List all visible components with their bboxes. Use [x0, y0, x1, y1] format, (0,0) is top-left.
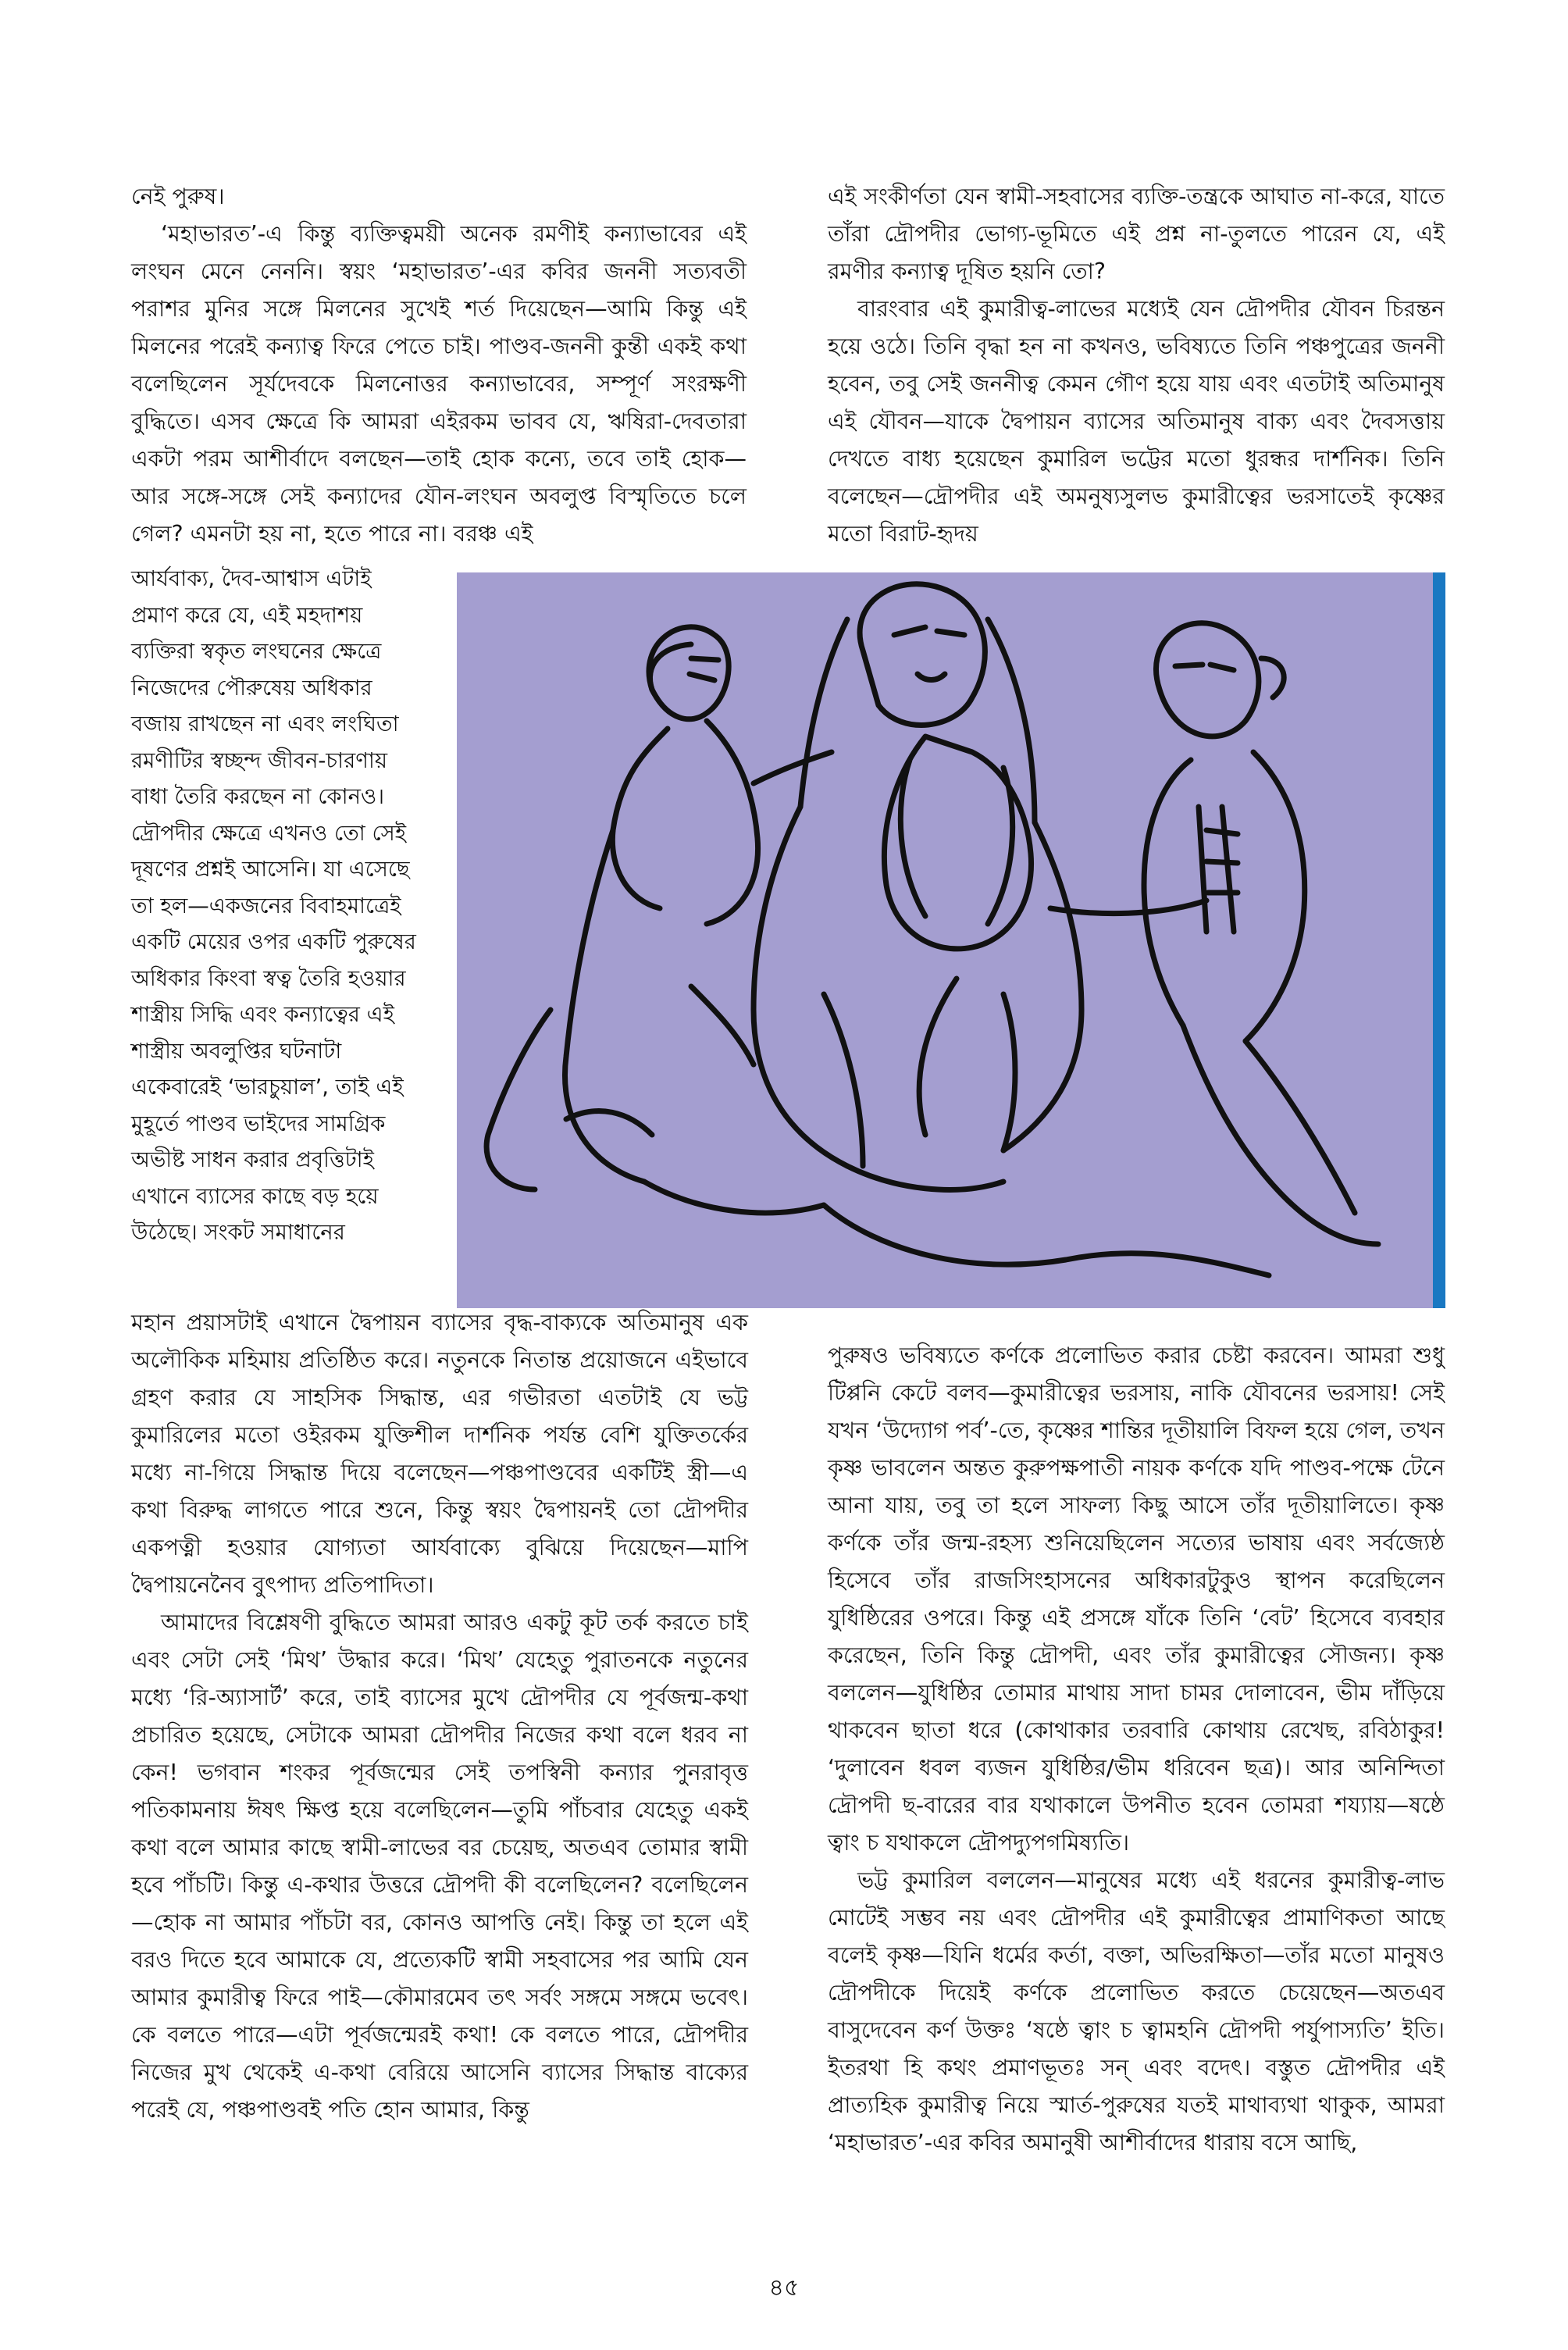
center-figure-head	[860, 584, 985, 726]
paragraph: আমাদের বিশ্লেষণী বুদ্ধিতে আমরা আরও একটু কূট তর্ক করতে চাই এবং সেটা সেই ‘মিথ’ উদ্ধার করে। ‘মিথ’ যেহেতু পুরাতনকে নতুনের মধ্যে ‘রি-অ্যাসার্ট’ করে, তাই ব্যাসের মুখে দ্রৌপদীর যে পূর্বজন্ম-কথা প্রচারিত হয়েছে, সেটাকে আমরা দ্রৌপদীর নিজের কথা বলে ধরব না কেন! ভগবান শংকর পূর্বজন্মের সেই তপস্বিনী কন্যার পুনরাবৃত্ত পতিকামনায় ঈষৎ ক্ষিপ্ত হয়ে বলেছিলেন—তুমি পাঁচবার যেহেতু একই কথা বলে আমার কাছে স্বামী-লাভের বর চেয়েছ, অতএব তোমার স্বামী হবে পাঁচটি। কিন্তু এ-কথার উত্তরে দ্রৌপদী কী বলেছিলেন? বলেছিলেন—হোক না আমার পাঁচটা বর, কোনও আপত্তি নেই। কিন্তু তা হলে এই বরও দিতে হবে আমাকে যে, প্রত্যেকটি স্বামী সহবাসের পর আমি যেন আমার কুমারীত্ব ফিরে পাই—কৌমারমেব তৎ সর্বং সঙ্গমে সঙ্গমে ভবেৎ। কে বলতে পারে—এটা পূর্বজন্মেরই কথা! কে বলতে পারে, দ্রৌপদীর নিজের মুখ থেকেই এ-কথা বেরিয়ে আসেনি ব্যাসের সিদ্ধান্ত বাক্যের পরেই যে, পঞ্চপাণ্ডবই পতি হোন আমার, কিন্তু	[131, 1610, 748, 2123]
left-column-top	[131, 178, 747, 553]
paragraph: বারংবার এই কুমারীত্ব-লাভের মধ্যেই যেন দ্রৌপদীর যৌবন চিরন্তন হয়ে ওঠে। তিনি বৃদ্ধা হন না কখনও, ভবিষ্যতে তিনি পঞ্চপুত্রের জননী হবেন, তবু সেই জননীত্ব কেমন গৌণ হয়ে যায় এবং এতটাই অতিমানুষ এই যৌবন—যাকে দ্বৈপায়ন ব্যাসের অতিমানুষ বাক্য এবং দৈবসত্তায় দেখতে বাধ্য হয়েছেন কুমারিল ভট্টের মতো ধুরন্ধর দার্শনিক। তিনি বলেছেন—দ্রৌপদীর এই অমনুষ্যসুলভ কুমারীত্বের ভরসাতেই কৃষ্ণের মতো বিরাট-হৃদয়	[828, 296, 1445, 547]
right-column-bottom	[828, 1337, 1445, 2162]
paragraph: মহান প্রয়াসটাই এখানে দ্বৈপায়ন ব্যাসের বৃদ্ধ-বাক্যকে অতিমানুষ এক অলৌকিক মহিমায় প্রতিষ্ঠিত করে। নতুনকে নিতান্ত প্রয়োজনে এইভাবে গ্রহণ করার যে সাহসিক সিদ্ধান্ত, এর গভীরতা এতটাই যে ভট্ট কুমারিলের মতো ওইরকম যুক্তিশীল দার্শনিক পর্যন্ত বেশি যুক্তিতর্কের মধ্যে না-গিয়ে সিদ্ধান্ত দিয়ে বলেছেন—পঞ্চপাণ্ডবের একটিই স্ত্রী—এ কথা বিরুদ্ধ লাগতে পারে শুনে, কিন্তু স্বয়ং দ্বৈপায়নই তো দ্রৌপদীর একপত্নী হওয়ার যোগ্যতা আর্যবাক্যে বুঝিয়ে দিয়েছেন—মাপি দ্বৈপায়নেনৈব বুৎপাদ্য প্রতিপাদিতা।	[131, 1310, 748, 1598]
paragraph: আর্যবাক্য, দৈব-আশ্বাস এটাই প্রমাণ করে যে, এই মহদাশয় ব্যক্তিরা স্বকৃত লংঘনের ক্ষেত্রে নিজেদের পৌরুষেয় অধিকার বজায় রাখছেন না এবং লংঘিতা রমণীটির স্বচ্ছন্দ জীবন-চারণায় বাধা তৈরি করছেন না কোনও। দ্রৌপদীর ক্ষেত্রে এখনও তো সেই দূষণের প্রশ্নই আসেনি। যা এসেছে তা হল—একজনের বিবাহমাত্রেই একটি মেয়ের ওপর একটি পুরুষের অধিকার কিংবা স্বত্ব তৈরি হওয়ার শাস্ত্রীয় সিদ্ধি এবং কন্যাত্বের এই শাস্ত্রীয় অবলুপ্তির ঘটনাটা একেবারেই ‘ভারচুয়াল’, তাই এই মুহূর্তে পাণ্ডব ভাইদের সামগ্রিক অভীষ্ট সাধন করার প্রবৃত্তিটাই এখানে ব্যাসের কাছে বড় হয়ে উঠেছে। সংকট সমাধানের	[131, 566, 416, 1245]
paragraph: নেই পুরুষ।	[131, 184, 225, 209]
page-number: ৪৫	[768, 2274, 800, 2302]
paragraph: ‘মহাভারত’-এ কিন্তু ব্যক্তিত্বময়ী অনেক রমণীই কন্যাভাবের এই লংঘন মেনে নেননি। স্বয়ং ‘মহাভারত’-এর কবির জননী সত্যবতী পরাশর মুনির সঙ্গে মিলনের সুখেই শর্ত দিয়েছেন—আমি কিন্তু এই মিলনের পরেই কন্যাত্ব ফিরে পেতে চাই। পাণ্ডব-জননী কুন্তী একই কথা বলেছিলেন সূর্যদেবকে মিলনোত্তর কন্যাভাবের, সম্পূর্ণ সংরক্ষণী বুদ্ধিতে। এসব ক্ষেত্রে কি আমরা এইরকম ভাবব যে, ঋষিরা-দেবতারা একটা পরম আশীর্বাদে বলছেন—তাই হোক কন্যে, তবে তাই হোক—আর সঙ্গে-সঙ্গে সেই কন্যাদের যৌন-লংঘন অবলুপ্ত বিস্মৃতিতে চলে গেল? এমনটা হয় না, হতে পারে না। বরঞ্চ এই	[131, 221, 747, 547]
left-column-narrow	[131, 561, 420, 1251]
right-figure-head	[1156, 623, 1258, 736]
paragraph: ভট্ট কুমারিল বললেন—মানুষের মধ্যে এই ধরনের কুমারীত্ব-লাভ মোটেই সম্ভব নয় এবং দ্রৌপদীর এই কুমারীত্বের প্রামাণিকতা আছে বলেই কৃষ্ণ—যিনি ধর্মের কর্তা, বক্তা, অভিরক্ষিতা—তাঁর মতো মানুষও দ্রৌপদীকে দিয়েই কর্ণকে প্রলোভিত করতে চেয়েছেন—অতএব বাসুদেবেন কর্ণ উক্তঃ ‘ষষ্ঠে ত্বাং চ ত্বামহনি দ্রৌপদী পর্যুপাস্যতি’ ইতি। ইতরথা হি কথং প্রমাণভূতঃ সন্ এবং বদেৎ। বস্তুত দ্রৌপদীর এই প্রাত্যহিক কুমারীত্ব নিয়ে স্মার্ত-পুরুষের যতই মাথাব্যথা থাকুক, আমরা ‘মহাভারত’-এর কবির অমানুষী আশীর্বাদের ধারায় বসে আছি,	[828, 1867, 1445, 2156]
right-column-top	[828, 178, 1445, 553]
paragraph: পুরুষও ভবিষ্যতে কর্ণকে প্রলোভিত করার চেষ্টা করবেন। আমরা শুধু টিপ্পনি কেটে বলব—কুমারীত্বের ভরসায়, নাকি যৌবনের ভরসায়! সেই যখন ‘উদ্যোগ পর্ব’-তে, কৃষ্ণের শান্তির দূতীয়ালি বিফল হয়ে গেল, তখন কৃষ্ণ ভাবলেন অন্তত কুরুপক্ষপাতী নায়ক কর্ণকে যদি পাণ্ডব-পক্ষে টেনে আনা যায়, তবু তা হলে সাফল্য কিছু আসে তাঁর দূতীয়ালিতে। কৃষ্ণ কর্ণকে তাঁর জন্ম-রহস্য শুনিয়েছিলেন সত্যের ভাষায় এবং সর্বজ্যেষ্ঠ হিসেবে তাঁর রাজসিংহাসনের অধিকারটুকুও স্থাপন করেছিলেন যুধিষ্ঠিরের ওপরে। কিন্তু এই প্রসঙ্গে যাঁকে তিনি ‘বেট’ হিসেবে ব্যবহার করেছেন, তিনি কিন্তু দ্রৌপদী, এবং তাঁর কুমারীত্বের সৌজন্য। কৃষ্ণ বললেন—যুধিষ্ঠির তোমার মাথায় সাদা চামর দোলাবেন, ভীম দাঁড়িয়ে থাকবেন ছাতা ধরে (কোথাকার তরবারি কোথায় রেখেছ, রবিঠাকুর! ‘দুলাবেন ধবল ব্যজন যুধিষ্ঠির/ভীম ধরিবেন ছত্র)। আর অনিন্দিতা দ্রৌপদী ছ-বারের বার যথাকালে উপনীত হবেন তোমরা শয্যায়—ষষ্ঠে ত্বাং চ যথাকলে দ্রৌপদ্যুপগমিষ্যতি।	[828, 1343, 1445, 1856]
illustration	[457, 572, 1445, 1308]
three-women-line-drawing	[457, 572, 1433, 1308]
left-column-bottom	[131, 1304, 748, 2129]
paragraph: এই সংকীর্ণতা যেন স্বামী-সহবাসের ব্যক্তি-তন্ত্রকে আঘাত না-করে, যাতে তাঁরা দ্রৌপদীর ভোগ্য-ভূমিতে এই প্রশ্ন না-তুলতে পারেন যে, এই রমণীর কন্যাত্ব দূষিত হয়নি তো?	[828, 184, 1445, 284]
